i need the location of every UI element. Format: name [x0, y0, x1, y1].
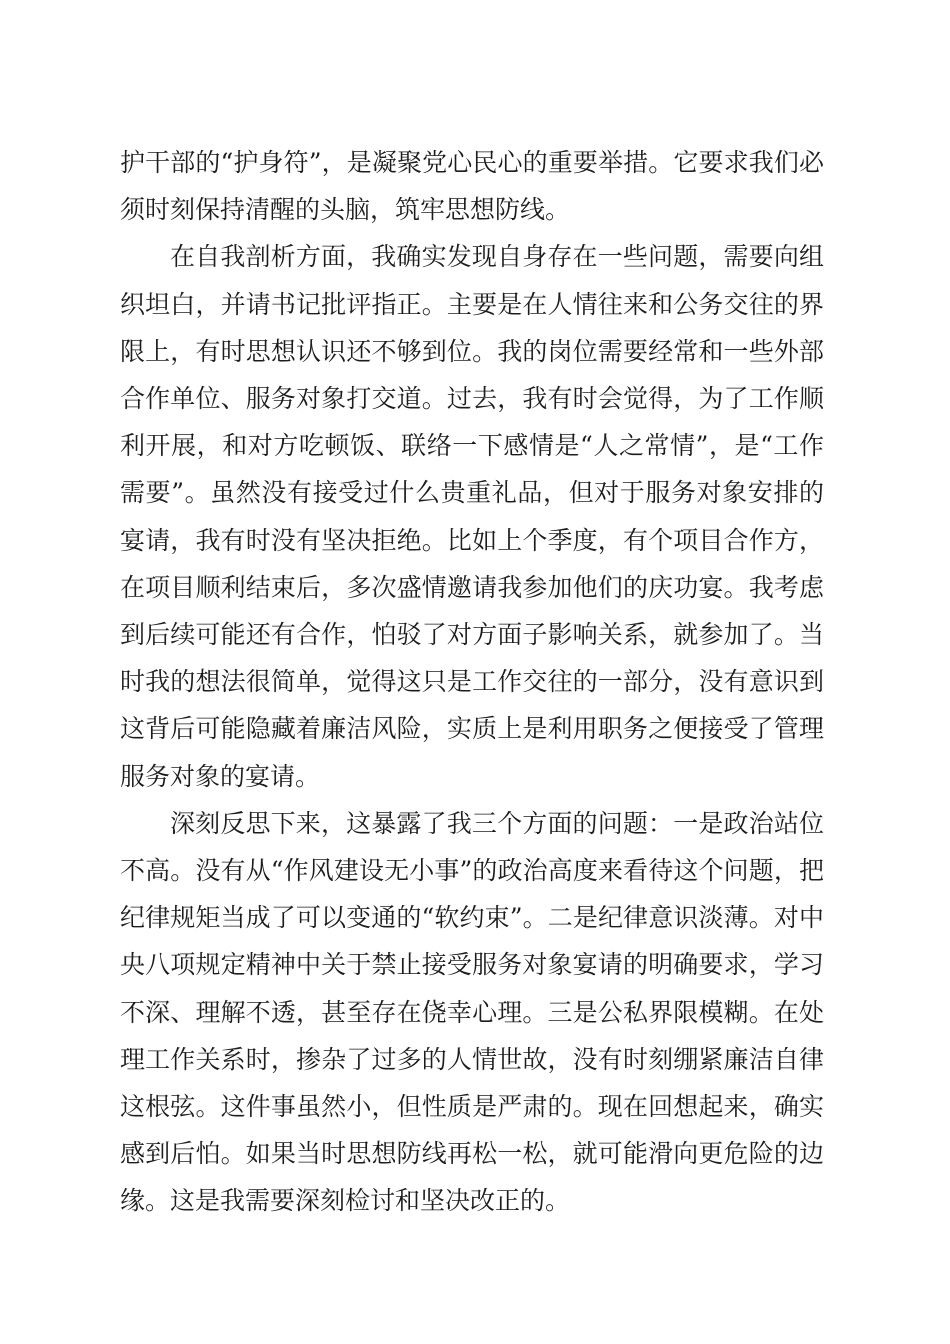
paragraph-reflection: 深刻反思下来，这暴露了我三个方面的问题：一是政治站位不高。没有从“作风建设无小事”的政治高度来看待这个问题，把纪律规矩当成了可以变通的“软约束”。二是纪律意识淡薄。对中央八项规定精神中关于禁止接受服务对象宴请的明确要求，学习不深、理解不透，甚至存在侥幸心理。三是公私界限模糊。在处理工作关系时，掺杂了过多的人情世故，没有时刻绷紧廉洁自律这根弦。这件事虽然小，但性质是严肃的。现在回想起来，确实感到后怕。如果当时思想防线再松一松，就可能滑向更危险的边缘。这是我需要深刻检讨和坚决改正的。 [120, 808, 824, 1216]
paragraph-self-analysis: 在自我剖析方面，我确实发现自身存在一些问题，需要向组织坦白，并请书记批评指正。主要是在人情往来和公务交往的界限上，有时思想认识还不够到位。我的岗位需要经常和一些外部合作单位、服务对象打交道。过去，我有时会觉得，为了工作顺利开展，和对方吃顿饭、联络一下感情是“人之常情”，是“工作需要”。虽然没有接受过什么贵重礼品，但对于服务对象安排的宴请，我有时没有坚决拒绝。比如上个季度，有个项目合作方，在项目顺利结束后，多次盛情邀请我参加他们的庆功宴。我考虑到后续可能还有合作，怕驳了对方面子影响关系，就参加了。当时我的想法很简单，觉得这只是工作交往的一部分，没有意识到这背后可能隐藏着廉洁风险，实质上是利用职务之便接受了管理服务对象的宴请。 [120, 242, 824, 791]
document-body [120, 139, 824, 1225]
paragraph-continuation: 护干部的“护身符”，是凝聚党心民心的重要举措。它要求我们必须时刻保持清醒的头脑，筑牢思想防线。 [120, 148, 824, 225]
